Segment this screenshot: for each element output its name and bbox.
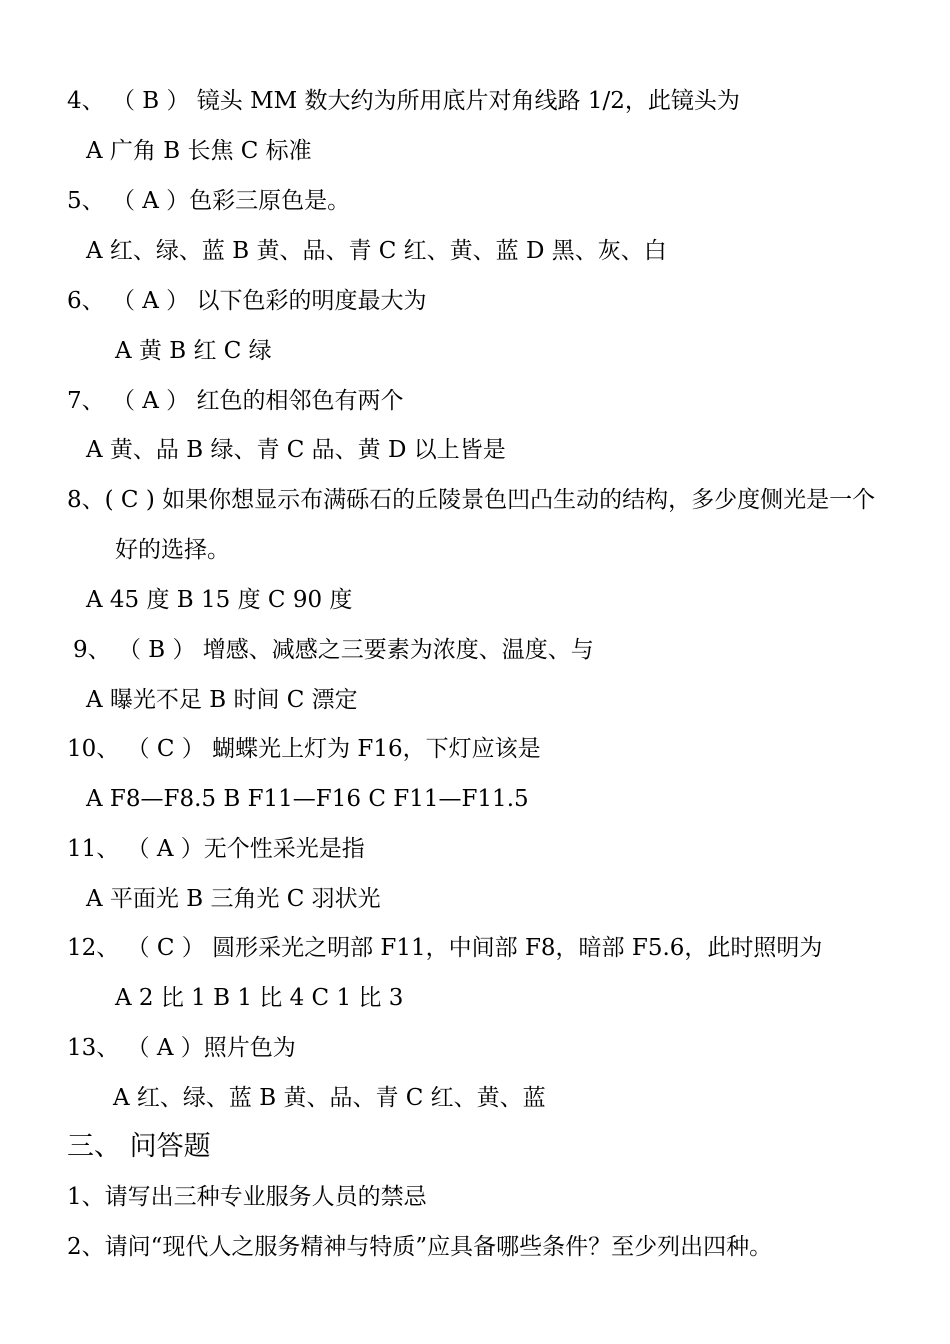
question-7-options: A 黄、品 B 绿、青 C 品、黄 D 以上皆是 <box>86 437 506 463</box>
question-6-options: A 黄 B 红 C 绿 <box>115 338 272 364</box>
question-8-options: A 45 度 B 15 度 C 90 度 <box>86 587 353 613</box>
question-13-options: A 红、绿、蓝 B 黄、品、青 C 红、黄、蓝 <box>113 1085 546 1111</box>
question-11-options: A 平面光 B 三角光 C 羽状光 <box>86 886 381 912</box>
essay-question-2: 2、请问“现代人之服务精神与特质”应具备哪些条件？至少列出四种。 <box>67 1234 773 1260</box>
question-13-stem: 13、 （ A ）照片色为 <box>67 1035 296 1061</box>
section-heading: 三、 问答题 <box>67 1131 211 1162</box>
question-9-stem: 9、 （ B ） 增感、减感之三要素为浓度、温度、与 <box>73 637 594 663</box>
question-12-options: A 2 比 1 B 1 比 4 C 1 比 3 <box>115 985 404 1011</box>
question-8-stem-continued: 好的选择。 <box>115 537 230 563</box>
question-9-options: A 曝光不足 B 时间 C 漂定 <box>86 687 358 713</box>
question-5-options: A 红、绿、蓝 B 黄、品、青 C 红、黄、蓝 D 黑、灰、白 <box>86 238 667 264</box>
question-11-stem: 11、 （ A ）无个性采光是指 <box>67 836 365 862</box>
question-7-stem: 7、 （ A ） 红色的相邻色有两个 <box>67 388 404 414</box>
question-5-stem: 5、 （ A ）色彩三原色是。 <box>67 188 351 214</box>
question-10-stem: 10、 （ C ） 蝴蝶光上灯为 F16，下灯应该是 <box>67 736 541 762</box>
question-6-stem: 6、 （ A ） 以下色彩的明度最大为 <box>67 288 427 314</box>
question-12-stem: 12、 （ C ） 圆形采光之明部 F11，中间部 F8，暗部 F5.6，此时照明为 <box>67 935 823 961</box>
essay-question-1: 1、请写出三种专业服务人员的禁忌 <box>67 1184 427 1210</box>
question-8-stem: 8、( C ) 如果你想显示布满砾石的丘陵景色凹凸生动的结构，多少度侧光是一个 <box>67 487 876 513</box>
question-4-options: A 广角 B 长焦 C 标准 <box>86 138 312 164</box>
question-4-stem: 4、 （ B ） 镜头 MM 数大约为所用底片对角线路 1/2，此镜头为 <box>67 88 740 114</box>
question-10-options: A F8—F8.5 B F11—F16 C F11—F11.5 <box>86 786 529 812</box>
